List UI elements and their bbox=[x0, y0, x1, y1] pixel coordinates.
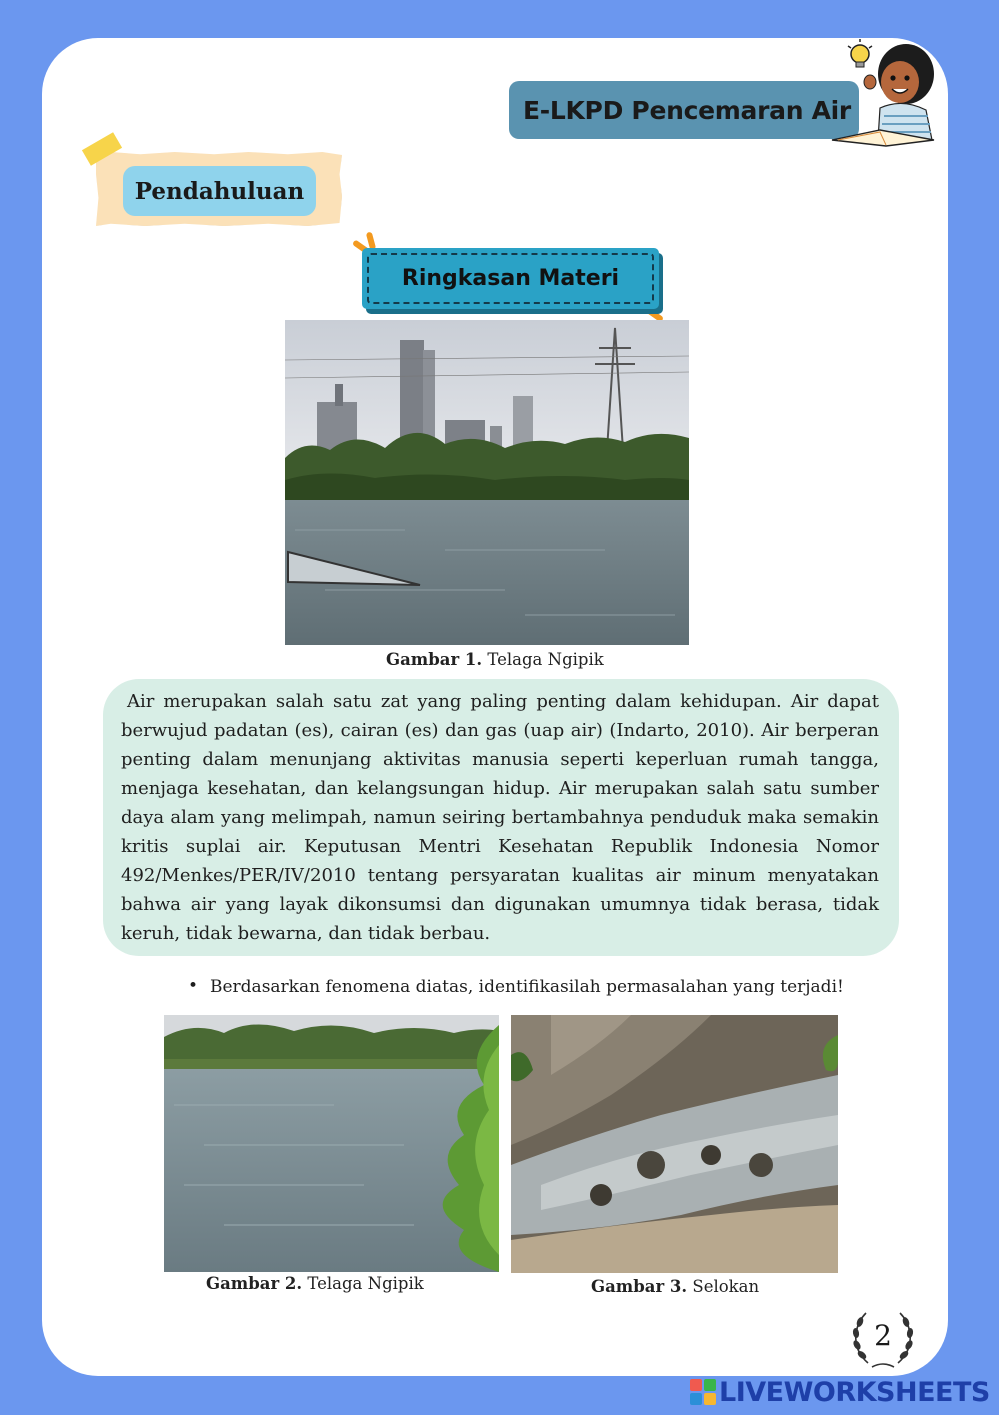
task-text: Berdasarkan fenomena diatas, identifikasilah permasalahan yang terjadi! bbox=[210, 977, 844, 997]
worksheet-title-text: E-LKPD Pencemaran Air bbox=[523, 95, 851, 125]
section-heading-text: Pendahuluan bbox=[134, 177, 305, 205]
worksheet-title bbox=[509, 81, 859, 139]
photo-telaga-ngipik-lake bbox=[164, 1015, 499, 1272]
figure-caption-3-label: Gambar 3. bbox=[591, 1277, 688, 1296]
page-number-badge bbox=[848, 1305, 918, 1375]
student-illustration bbox=[828, 36, 940, 148]
summary-paragraph: Air merupakan salah satu zat yang paling penting dalam kehidupan. Air dapat berwujud padatan (es), cairan (es) dan gas (uap air) (Indarto, 2010). Air berperan penting dalam menunjang aktivitas manusia seperti keperluan rumah tangga, menjaga kesehatan, dan kelangsungan hidup. Air merupakan salah satu sumber daya alam yang melimpah, namun seiring bertambahnya penduduk maka semakin kritis suplai air. Keputusan Mentri Kesehatan Republik Indonesia Nomor 492/Menkes/PER/IV/2010 tentang persyaratan kualitas air minum menyatakan bahwa air yang layak dikonsumsi dan digunakan umumnya tidak berasa, tidak keruh, tidak bewarna, dan tidak berbau. bbox=[121, 691, 879, 944]
page-number: 2 bbox=[874, 1319, 892, 1352]
summary-box bbox=[103, 679, 899, 956]
figure-caption-3-text: Selokan bbox=[687, 1277, 760, 1296]
figure-caption-3 bbox=[591, 1277, 759, 1296]
section-heading bbox=[123, 166, 316, 216]
task-bullet bbox=[188, 977, 844, 997]
figure-caption-1-label: Gambar 1. bbox=[386, 650, 483, 669]
liveworksheets-brand[interactable] bbox=[690, 1374, 990, 1410]
liveworksheets-logo-icon bbox=[690, 1379, 716, 1405]
subsection-heading bbox=[362, 248, 659, 309]
figure-caption-2 bbox=[206, 1274, 424, 1293]
liveworksheets-wordmark: LIVEWORKSHEETS bbox=[719, 1376, 990, 1408]
figure-caption-1-text: Telaga Ngipik bbox=[482, 650, 604, 669]
figure-caption-1 bbox=[386, 650, 604, 669]
figure-caption-2-label: Gambar 2. bbox=[206, 1274, 303, 1293]
subsection-heading-text: Ringkasan Materi bbox=[401, 266, 620, 291]
figure-caption-2-text: Telaga Ngipik bbox=[302, 1274, 424, 1293]
photo-telaga-ngipik-factory bbox=[285, 320, 689, 645]
photo-selokan bbox=[511, 1015, 838, 1273]
